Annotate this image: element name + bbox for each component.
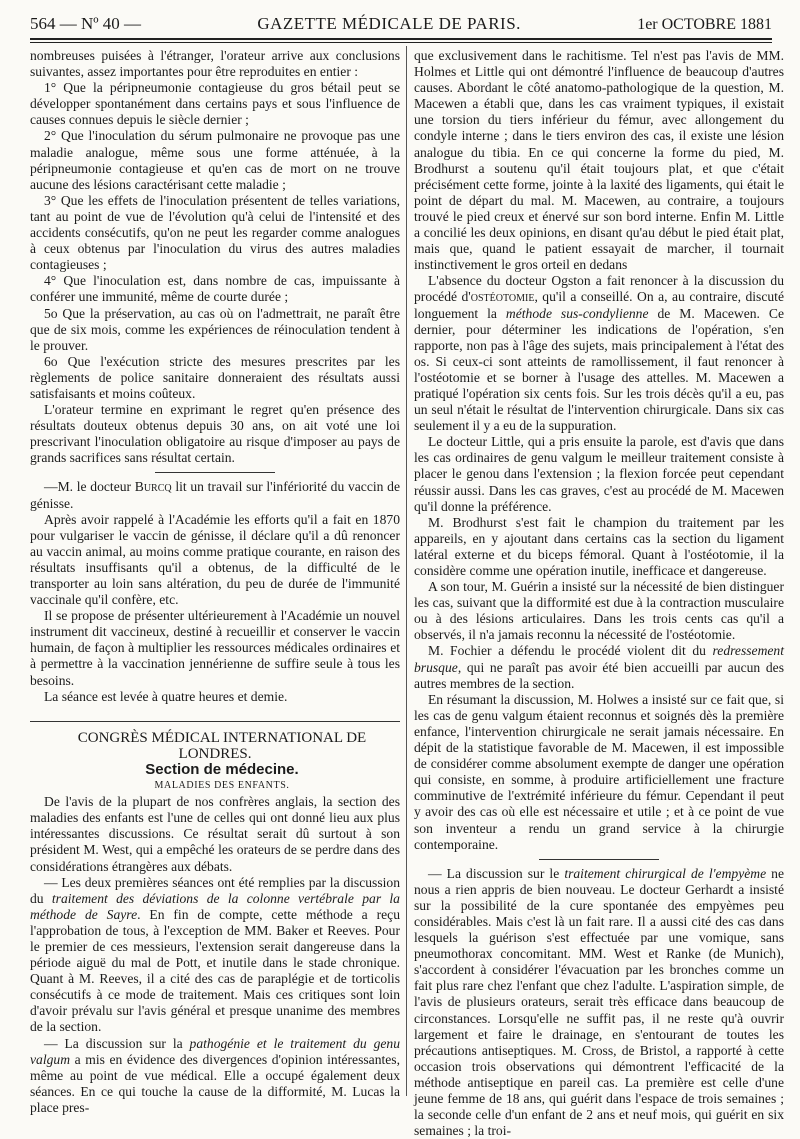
paragraph: 3° Que les effets de l'inoculation présentent de telles variations, tant au point de vue de l'évolution qu'à celui de l'intensité et des accidents consécutifs, qu'on ne peut les regarder comme analogues à ceux obtenus par l'inoculation du virus des autres maladies contagieuses ; [30,192,400,273]
right-column [414,48,785,1139]
text-run: ne nous a rien appris de bien nouveau. Le docteur Gerhardt a insisté sur la possibilité de la cure spontanée des empyèmes peu considérables. Mais c'est là un fait rare. Il a aussi cité des cas dans lesquels la guérison s'est effectuée par une vomique, sans pneumothorax concomitant. MM. West et Ranke (de Munich), s'accordent à considérer l'évacuation par les bronches comme un fait plus rare chez l'enfant que chez l'adulte. L'aspiration simple, de l'avis de plusieurs orateurs, serait très efficace dans beaucoup de circonstances. Lorsqu'elle ne suffit pas, il ne reste qu'à ouvrir largement et faire le drainage, en s'entourant de toutes les précautions antiseptiques. M. Cross, de Bristol, a rapporté à cette occasion trois observations qui démontrent l'efficacité de la méthode antiseptique en pareil cas. La première est celle d'une jeune femme de 18 ans, qui guérit dans l'espace de trois semaines ; la seconde celle d'un enfant de 2 ans et neuf mois, qui guérit en six semaines ; la troi- [414,865,784,1139]
paragraph: 6o Que l'exécution stricte des mesures prescrites par les règlements de police sanitaire donneraient des résultats aussi satisfaisants et moins coûteux. [30,353,400,401]
text-run: a mis en évidence des divergences d'opinion intéressantes, même au point de vue médical. Elle a occupé également deux séances. En ce qui touche la cause de la difformité, M. Lucas la place pres- [30,1051,400,1115]
column-divider [406,46,407,1096]
paragraph [414,866,784,1139]
text-run: , qui ne paraît pas avoir été bien accueilli par aucun des autres membres de la section. [414,659,784,691]
section-separator [30,721,400,722]
emphasis: redressement brusque [414,643,784,675]
header-rule-thin [30,42,772,43]
congress-title: CONGRÈS MÉDICAL INTERNATIONAL DE LONDRES. [77,729,367,762]
header-rule [30,38,772,40]
text-run: lit un travail sur l'infériorité du vaccin de génisse. [30,479,400,511]
paragraph: nombreuses puisées à l'étranger, l'orateur arrive aux conclusions suivantes, assez importantes pour être reproduites en entier : [30,48,400,80]
paragraph: L'orateur termine en exprimant le regret qu'en présence des résultats douteux obtenus depuis 30 ans, on ait voté une loi prescrivant l'inoculation obligatoire au risque d'imposer au pays de grands sacrifices sans résultat certain. [30,402,400,466]
paragraph: 1° Que la péripneumonie contagieuse du gros bétail peut se développer spontanément dans certains pays et sous l'influence de causes connues depuis le siècle dernier ; [30,80,400,128]
journal-title: GAZETTE MÉDICALE DE PARIS. [257,14,521,33]
text-run: —M. le docteur [44,479,135,495]
paragraph: que exclusivement dans le rachitisme. Tel n'est pas l'avis de MM. Holmes et Little qui ont démontré l'influence de beaucoup d'autres causes. Abordant le côté anatomo-pathologique de la question, M. Macewen a établi que, dans les cas vraiment typiques, il existait une torsion du tiers inférieur du fémur, avec allongement du condyle interne ; dans le tiers environ des cas, il existe une lésion analogue du tibia. En ce qui concerne la forme du pied, M. Brodhurst a soutenu qu'il était toujours plat, et que c'était précisément cette forme, jointe à la laxité des ligaments, qui était le point de départ du mal. M. Macewen, au contraire, a toujours trouvé le pied creux et énervé sur son bord interne. Enfin M. Little a concilié les deux opinions, en disant qu'au début le pied était plat, mais que, quand le patient essayait de marcher, il tournait instinctivement le gros orteil en dedans [414,48,784,273]
page-header [30,14,772,36]
separator [539,859,659,860]
paragraph: De l'avis de la plupart de nos confrères anglais, la section des maladies des enfants est l'une de celles qui ont donné lieu aux plus intéressantes discussions. Ce résultat serait dû surtout à son président M. West, qui a empêché les orateurs de se perdre dans des considérations étrangères aux débats. [30,794,400,874]
text-run: M. Fochier a défendu le procédé violent dit du [428,643,713,659]
paragraph: M. Brodhurst s'est fait le champion du traitement par les appareils, en y ajoutant dans certains cas la section du ligament latéral externe et du biceps fémoral. Quant à l'ostéotomie, il la considère comme une opération inutile, inefficace et dangereuse. [414,514,784,578]
emphasis: traitement des déviations de la colonne vertébrale par la méthode de Sayre [30,890,400,922]
text-run: , qu'il a conseillé. On a, au contraire, discuté longuement la [414,289,784,321]
section-title: Section de médecine. [145,760,299,778]
paragraph [30,479,400,511]
subsection-title: MALADIES DES ENFANTS. [154,780,290,792]
speaker-name: Burcq [134,479,172,495]
text-run: . En fin de compte, cette méthode a reçu l'approbation de tous, à l'exception de MM. Baker et Reeves. Pour le premier de ces messieurs, l'extension serait dangereuse dans la période aiguë du mal de Pott, et inutile dans le stade chronique. Quant à M. Reeves, il a cité des cas de paraplégie et de torticolis consécutifs à ce mode de traitement. Mais ces critiques sont loin d'avoir prévalu sur l'avis général et presque unanime des membres de la section. [30,906,400,1035]
paragraph: Il se propose de présenter ultérieurement à l'Académie un nouvel instrument dit vaccineux, destiné à recueillir et conserver le vaccin humain, de façon à multiplier les ressources médicales ordinaires et à permettre à la vaccination jennérienne de suffire seule à tous les besoins. [30,608,400,688]
paragraph [30,875,400,1036]
paragraph: 4° Que l'inoculation est, dans nombre de cas, impuissante à conférer une immunité, même de courte durée ; [30,273,400,305]
paragraph: Le docteur Little, qui a pris ensuite la parole, est d'avis que dans les cas ordinaires de genu valgum le meilleur traitement consiste à placer le genou dans l'extension ; la flexion forcée peut cependant réussir aussi. Dans les cas graves, c'est au procédé de M. Macewen qu'il donne la préférence. [414,434,784,514]
emphasis: pathogénie et le traitement du genu valgum [30,1035,400,1067]
paragraph: 2° Que l'inoculation du sérum pulmonaire ne provoque pas une maladie analogue, même sous une forme atténuée, à la péripneumonie contagieuse et qu'en cas de mort on ne trouve aucune des lésions caractérisant cette maladie ; [30,128,400,192]
paragraph [414,273,784,434]
paragraph: En résumant la discussion, M. Holwes a insisté sur ce fait que, si les cas de genu valgum étaient reconnus et soignés dès la première enfance, l'intervention chirurgicale ne serait jamais nécessaire. En dépit de la statistique favorable de M. Macewen, il est impossible de considérer comme absolument exempte de danger une opération qui consiste, en somme, à produire artificiellement une fracture comminutive de l'extrémité inférieure du fémur. Cependant il peut y avoir des cas où elle est nécessaire et utile ; et à ce point de vue son inventeur a rendu un grand service à la chirurgie contemporaine. [414,691,784,852]
emphasis: méthode sus-condylienne [505,305,649,321]
text-run: — La discussion sur la [44,1035,190,1051]
paragraph: La séance est levée à quatre heures et demie. [44,688,288,704]
text-run: de M. Macewen. Ce dernier, pour déterminer les indications de l'opération, s'en rapporte, non pas à l'âge des sujets, mais principalement à l'état des os. Si ceux-ci sont atteints de ramollissement, il faut renoncer à l'ostéotomie et se borner à l'usage des attelles. M. Macewen a pratiqué l'opération six cents fois. Sur les trois décès qu'il a eu, pas un seul n'était le résultat de l'intervention chirurgicale. Dans six cas seulement il y a eu de la suppuration. [414,305,785,434]
emphasis: traitement chirurgical de l'empyème [564,865,767,881]
paragraph [30,1036,400,1116]
small-caps-term: ostéotomie [470,289,535,305]
text-run: L'absence du docteur Ogston a fait renoncer à la discussion du procédé d' [414,273,784,305]
text-run: — Les deux premières séances ont été remplies par la discussion du [30,874,400,906]
separator [155,472,275,473]
paragraph: 5o Que la préservation, au cas où on l'admettrait, ne paraît être que de six mois, comme les expériences de réinoculation tendent à le prouver. [30,305,400,353]
paragraph: Après avoir rappelé à l'Académie les efforts qu'il a fait en 1870 pour vulgariser le vaccin de génisse, il déclare qu'il a dû renoncer au vaccin animal, au moins comme pratique courante, en raison des résultats insuffisants qu'il a obtenus, de la difficulté de le transporter au loin sans altération, du peu de durée de l'immunité vaccinale qu'il confère, etc. [30,511,400,608]
page-number: 564 — Nº 40 — [30,14,142,33]
left-column [30,48,400,1115]
text-run: — La discussion sur le [428,865,565,881]
paragraph [414,643,784,691]
paragraph: A son tour, M. Guérin a insisté sur la nécessité de bien distinguer les cas, suivant que la difformité est due à la contraction musculaire ou à des lésions articulaires. Dans les trois cents cas qu'il a observés, il n'a jamais reconnu la nécessité de l'ostéotomie. [414,579,784,643]
issue-date: 1er OCTOBRE 1881 [637,16,772,33]
